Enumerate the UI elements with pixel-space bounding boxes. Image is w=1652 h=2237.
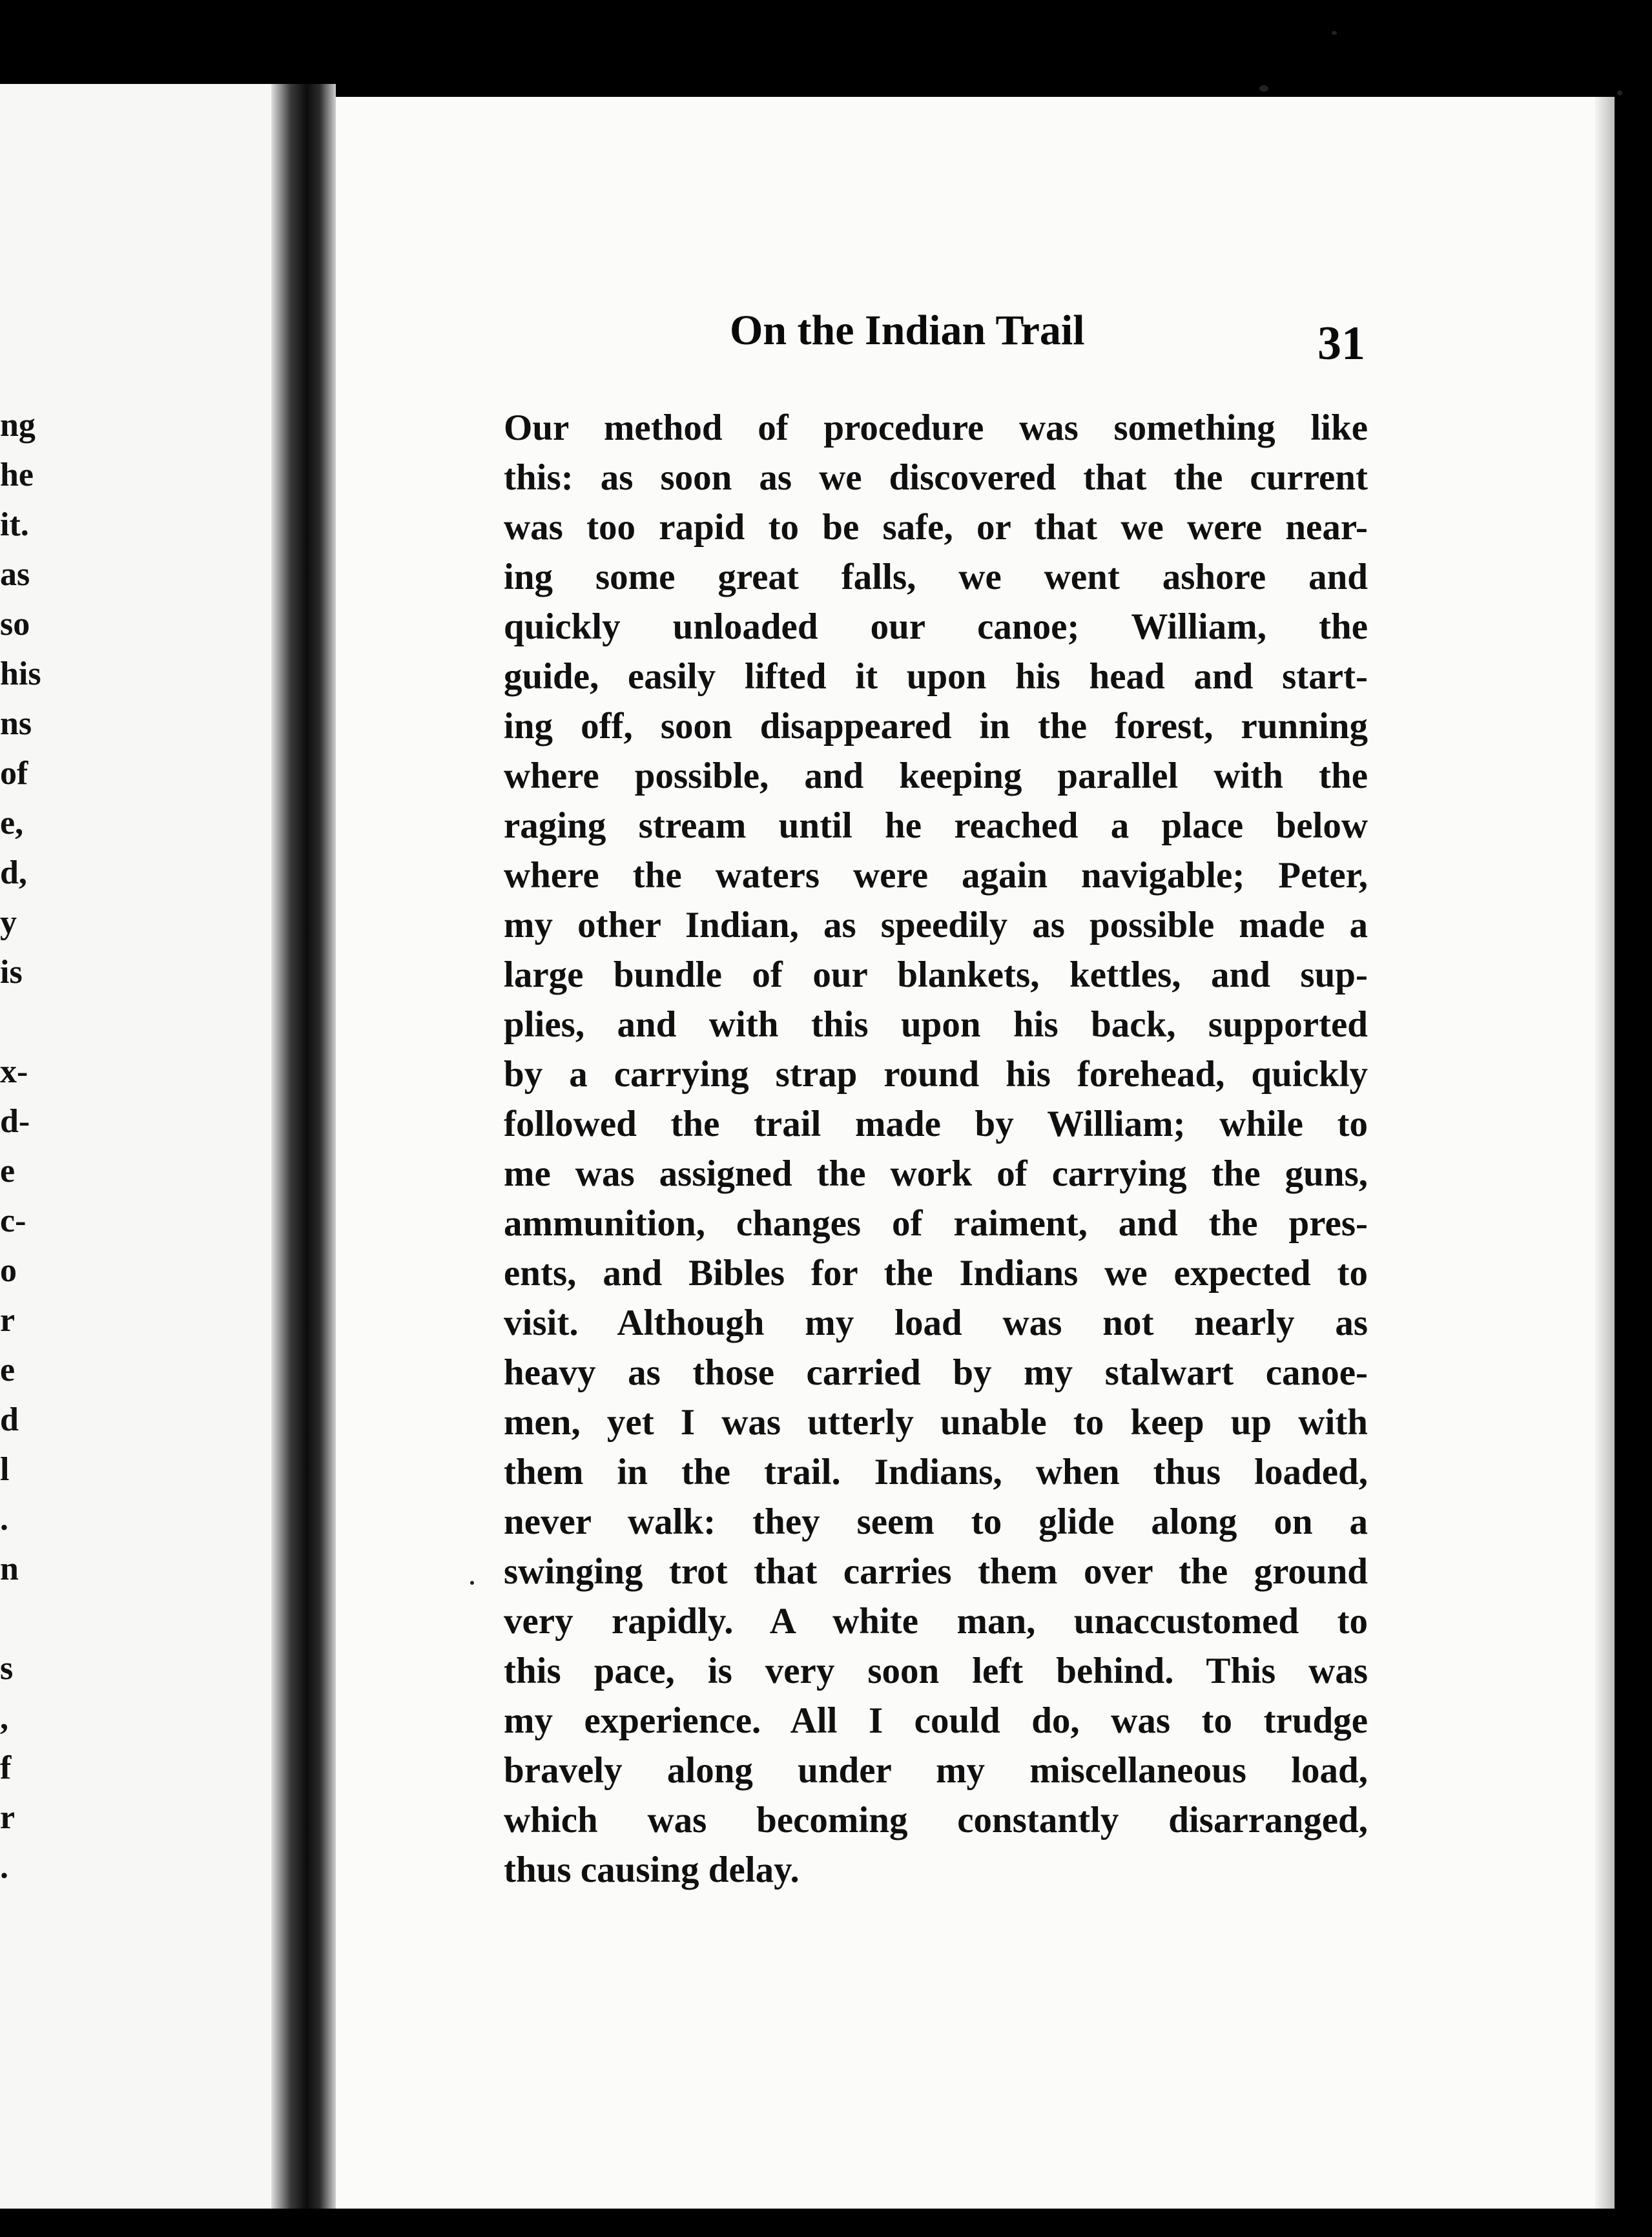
- left-page-fragment: ng: [0, 407, 36, 444]
- text-line: visit. Although my load was not nearly as: [504, 1303, 1368, 1343]
- left-page-fragment: s: [0, 1650, 14, 1687]
- left-page-fragment: d: [0, 1401, 19, 1438]
- right-page-edge: [1595, 97, 1615, 2209]
- text-line: ing off, soon disappeared in the forest, running: [504, 706, 1368, 747]
- left-page-fragment: e: [0, 1153, 15, 1190]
- text-line: ing some great falls, we went ashore and: [504, 557, 1368, 597]
- scan-speck: [470, 1581, 474, 1585]
- text-line: this pace, is very soon left behind. This was: [504, 1651, 1368, 1691]
- text-line: raging stream until he reached a place below: [504, 805, 1368, 846]
- left-page-fragment: e,: [0, 805, 24, 841]
- left-page-fragment: .: [0, 1501, 8, 1538]
- left-page-fragment: he: [0, 457, 34, 493]
- text-line: large bundle of our blankets, kettles, and sup-: [504, 954, 1368, 995]
- text-line: very rapidly. A white man, unaccustomed to: [504, 1601, 1368, 1642]
- text-line: my experience. All I could do, was to trudge: [504, 1700, 1368, 1741]
- left-page-fragment: d-: [0, 1103, 30, 1140]
- text-line: swinging trot that carries them over the ground: [504, 1551, 1368, 1592]
- text-line: me was assigned the work of carrying the guns,: [504, 1153, 1368, 1194]
- text-line: was too rapid to be safe, or that we were near-: [504, 507, 1368, 548]
- left-page-fragment: r: [0, 1302, 15, 1339]
- left-page-fragment: d,: [0, 854, 27, 891]
- text-line: bravely along under my miscellaneous load,: [504, 1750, 1368, 1791]
- body-text: [504, 403, 1368, 1895]
- left-page-fragment: y: [0, 904, 17, 941]
- text-line: never walk: they seem to glide along on a: [504, 1501, 1368, 1542]
- left-page-fragment: c-: [0, 1202, 26, 1239]
- left-page-fragment: r: [0, 1799, 15, 1836]
- scan-speck: [1617, 90, 1622, 96]
- left-page-fragment: n: [0, 1551, 19, 1587]
- left-page-fragment: so: [0, 606, 30, 643]
- left-page-fragment: of: [0, 755, 28, 792]
- text-line: them in the trail. Indians, when thus loaded,: [504, 1452, 1368, 1492]
- left-page-fragment: ,: [0, 1700, 8, 1737]
- left-page-fragment: [0, 997, 65, 1047]
- page-number: 31: [1317, 317, 1365, 370]
- text-line: plies, and with this upon his back, supported: [504, 1004, 1368, 1045]
- left-page-fragment: x-: [0, 1053, 28, 1090]
- left-page-fragment: it.: [0, 506, 29, 543]
- left-page-fragment: his: [0, 655, 41, 692]
- left-page-fragment: as: [0, 556, 30, 593]
- text-line: followed the trail made by William; while to: [504, 1104, 1368, 1144]
- text-line: my other Indian, as speedily as possible made a: [504, 905, 1368, 945]
- running-header: On the Indian Trail: [730, 307, 1085, 354]
- left-page-fragment: is: [0, 954, 23, 991]
- left-page-edge: [0, 84, 271, 2209]
- text-line: quickly unloaded our canoe; William, the: [504, 606, 1368, 647]
- text-line: by a carrying strap round his forehead, quickly: [504, 1054, 1368, 1095]
- scan-speck: [1259, 85, 1268, 92]
- left-page-fragment: l: [0, 1451, 10, 1488]
- text-line: which was becoming constantly disarranged,: [504, 1800, 1368, 1840]
- book-gutter: [271, 84, 336, 2209]
- text-line: thus causing delay.: [504, 1850, 800, 1890]
- text-line: this: as soon as we discovered that the current: [504, 457, 1368, 498]
- text-line: heavy as those carried by my stalwart canoe-: [504, 1352, 1368, 1393]
- left-page-fragment: e: [0, 1352, 15, 1388]
- left-page-fragment: .: [0, 1849, 8, 1886]
- text-line: men, yet I was utterly unable to keep up with: [504, 1402, 1368, 1443]
- left-page-fragment: o: [0, 1252, 17, 1289]
- left-page-text-fragments: [0, 400, 65, 1892]
- text-line: Our method of procedure was something like: [504, 407, 1368, 448]
- text-line: ammunition, changes of raiment, and the pres-: [504, 1203, 1368, 1244]
- text-line: where the waters were again navigable; Peter,: [504, 855, 1368, 896]
- text-line: guide, easily lifted it upon his head and start-: [504, 656, 1368, 697]
- left-page-fragment: f: [0, 1749, 12, 1786]
- text-line: where possible, and keeping parallel with the: [504, 756, 1368, 796]
- text-line: ents, and Bibles for the Indians we expected to: [504, 1253, 1368, 1294]
- scan-speck: [1332, 31, 1337, 35]
- left-page-fragment: [0, 1594, 65, 1644]
- left-page-fragment: ns: [0, 705, 32, 742]
